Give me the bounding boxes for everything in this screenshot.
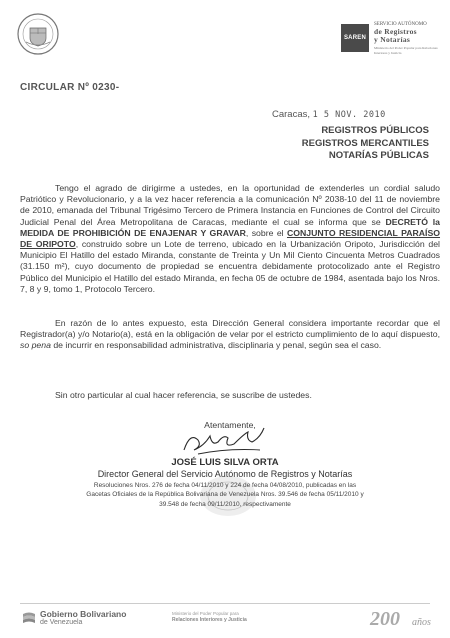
date-city: Caracas, [272, 109, 311, 120]
bicentennial-word: años [412, 617, 431, 628]
paragraph-1-text-c: , sobre el [245, 227, 287, 238]
gobierno-line1: Gobierno Bolivariano [40, 609, 127, 619]
paragraph-1-text-e: , construido sobre un Lote de terreno, ubicado en la Urbanización Oripoto, Jurisdicción del Municipio El Hatillo del estado Miranda, constante de Treinta y Un Mil Ciento Cincuenta Metros Cuadrados (31.150 m²), cuyo documento de propiedad se encuentra debidamente protocolizado ante el Registro Público del Municipio el Hatillo del estado Miranda, en fecha 05 de octubre de 1984, asentada bajo los Nros. 7, 8 y 9, tomo 1, Protocolo Tercero. [20, 239, 440, 294]
so-pena-italic: so pena [20, 340, 51, 351]
ministry-logo [172, 611, 322, 623]
saren-ministry: Ministerio del Poder Popular para Relaciones Interiores y Justicia [374, 46, 438, 55]
bicentennial-number: 200 [370, 608, 400, 629]
gobierno-line2: de Venezuela [40, 619, 83, 626]
resolution-line: Resoluciones Nros. 276 de fecha 04/11/2010 y 224 de fecha 04/08/2010, publicadas en las [93, 482, 357, 489]
footer-divider [20, 603, 430, 604]
signatory-resolutions [40, 481, 410, 509]
bicentennial-logo [368, 605, 438, 629]
resolution-line: Gacetas Oficiales de la República Bolivariana de Venezuela Nros. 39.546 de fecha 05/11/2010 y [86, 491, 364, 499]
saren-line2: de Registros [374, 27, 417, 36]
recipient-line: REGISTROS PÚBLICOS [321, 125, 429, 136]
closing-salutation: Atentamente, [204, 420, 256, 430]
paragraph-2-text-c: de incurrir en responsabilidad administrativa, disciplinaria y penal, según sea el caso. [50, 340, 382, 351]
recipients [302, 125, 429, 163]
paragraph-1-text-a: Tengo el agrado de dirigirme a ustedes, en la oportunidad de extenderles un cordial saludo Patriótico y Revolucionario, y a la vez hacer referencia a la comunicación Nº 2038-10 del 11 de noviembre de 2010, emanada del Tribunal Trigésimo Tercero de Primera Instancia en Funciones de Control del Circuito Judicial Penal del Área Metropolitana de Caracas, mediante el cual se informa que se [20, 183, 440, 227]
flag-icon [22, 611, 36, 625]
paragraph-3: Sin otro particular al cual hacer referencia, se suscribe de ustedes. [55, 390, 312, 400]
saren-name [374, 22, 444, 55]
ministry-line2: Relaciones Interiores y Justicia [172, 617, 247, 623]
signatory-name: JOSÉ LUIS SILVA ORTA [171, 457, 279, 468]
decree-phrase: DECRETÓ la MEDIDA DE PROHIBICIÓN DE ENAJENAR Y GRAVAR [20, 216, 440, 238]
saren-line1: SERVICIO AUTÓNOMO [374, 22, 427, 27]
date-line [272, 109, 386, 120]
saren-line3: y Notarías [374, 35, 411, 44]
paragraph-2 [20, 318, 440, 352]
property-name: CONJUNTO RESIDENCIAL PARAÍSO DE ORIPOTO [20, 227, 441, 250]
handwritten-signature [178, 424, 278, 460]
date-stamp: 1 5 NOV. 2010 [312, 110, 386, 120]
saren-logo: SAREN [341, 24, 369, 52]
ministry-line1: Ministerio del Poder Popular para [172, 611, 239, 616]
signatory-title: Director General del Servicio Autónomo de Registros y Notarías [97, 469, 353, 479]
resolution-line: 39.548 de fecha 09/11/2010, respectivamente [159, 500, 291, 508]
paragraph-2-text-a: En razón de lo antes expuesto, esta Dirección General considera importante recordar que el Registrador(a) y/o Notario(a), está en la obligación de velar por el estricto cumplimiento de lo aquí dispuesto, [20, 318, 440, 340]
circular-number: CIRCULAR Nº 0230- [20, 82, 120, 93]
coat-of-arms-seal [16, 12, 60, 56]
recipient-line: REGISTROS MERCANTILES [301, 137, 429, 149]
recipient-line: NOTARÍAS PÚBLICAS [328, 150, 429, 161]
paragraph-1 [20, 183, 440, 295]
